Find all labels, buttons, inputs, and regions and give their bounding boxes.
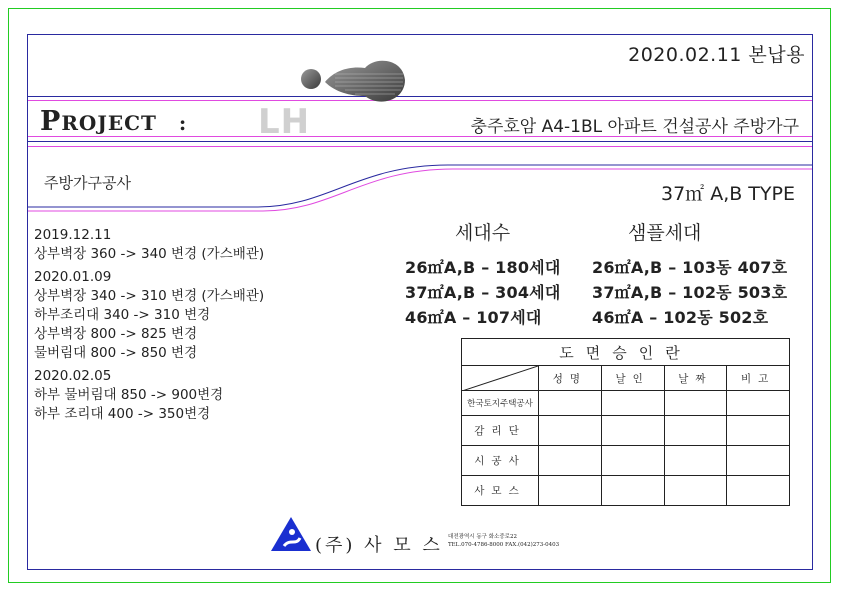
revision-line: 상부벽장 360 -> 340 변경 (가스배관) [34, 246, 265, 262]
approval-col-name: 성명 [539, 366, 602, 391]
approval-title: 도면승인란 [462, 339, 790, 366]
approval-cell[interactable] [727, 391, 790, 416]
revision-date: 2020.01.09 [34, 269, 112, 285]
revision-notes [34, 226, 264, 424]
approval-cell[interactable] [539, 445, 602, 475]
revision-line: 하부조리대 340 -> 310 변경 [34, 307, 211, 323]
approval-cell[interactable] [664, 391, 727, 416]
type-label: 37㎡ A,B TYPE [660, 183, 795, 205]
approval-col-seal: 날인 [601, 366, 664, 391]
samos-logo-icon [270, 516, 312, 552]
approval-cell[interactable] [727, 445, 790, 475]
address-line: 대전광역시 동구 화소중로22 [448, 534, 517, 540]
revision-line: 상부벽장 800 -> 825 변경 [34, 326, 198, 342]
project-label-initial: P [40, 106, 62, 137]
approval-cell[interactable] [664, 445, 727, 475]
approval-row-label: 사모스 [462, 475, 539, 505]
revision-line: 하부 물버림대 850 -> 900변경 [34, 387, 224, 403]
company-address [448, 533, 559, 549]
project-title: 충주호암 A4-1BL 아파트 건설공사 주방가구 [470, 117, 799, 137]
approval-cell[interactable] [601, 475, 664, 505]
revision-line: 물버림대 800 -> 850 변경 [34, 345, 198, 361]
approval-cell[interactable] [601, 391, 664, 416]
approval-cell[interactable] [539, 391, 602, 416]
approval-cell[interactable] [601, 415, 664, 445]
contact-line: TEL.070-4786-8000 FAX.(042)273-0403 [448, 542, 560, 548]
sample-row: 26㎡A,B – 103동 407호 [592, 258, 788, 277]
approval-row-label: 한국토지주택공사 [462, 391, 539, 416]
approval-table [461, 338, 790, 506]
approval-cell[interactable] [664, 475, 727, 505]
revision-date: 2020.02.05 [34, 368, 112, 384]
revision-line: 상부벽장 340 -> 310 변경 (가스배관) [34, 288, 265, 304]
approval-cell[interactable] [539, 475, 602, 505]
households-row: 37㎡A,B – 304세대 [405, 283, 561, 302]
project-label-rest: ROJECT [61, 111, 157, 135]
lh-logo-text: LH [258, 102, 311, 142]
sample-row: 37㎡A,B – 102동 503호 [592, 283, 788, 302]
approval-cell[interactable] [727, 475, 790, 505]
company-name: (주) 사 모 스 [315, 535, 443, 556]
approval-cell[interactable] [539, 415, 602, 445]
approval-col-remarks: 비고 [727, 366, 790, 391]
header-rule-bottom [28, 141, 812, 142]
diagonal-line [462, 366, 538, 391]
issue-date: 2020.02.11 본납용 [628, 44, 805, 66]
households-row: 26㎡A,B – 180세대 [405, 258, 561, 277]
revision-date: 2019.12.11 [34, 227, 112, 243]
sample-row: 46㎡A – 102동 502호 [592, 308, 769, 327]
revision-line: 하부 조리대 400 -> 350변경 [34, 406, 211, 422]
header-rule-pink-3 [28, 146, 812, 147]
approval-col-date: 날짜 [664, 366, 727, 391]
project-label-colon: : [178, 111, 188, 135]
lh-logo-icon [295, 52, 410, 112]
households-row: 46㎡A – 107세대 [405, 308, 542, 327]
approval-cell[interactable] [727, 415, 790, 445]
households-header: 세대수 [455, 222, 511, 244]
project-label [40, 106, 187, 137]
header-rule-top [28, 96, 812, 97]
section-title: 주방가구공사 [44, 174, 131, 192]
diagonal-cell [462, 366, 539, 391]
approval-cell[interactable] [664, 415, 727, 445]
header-rule-pink-1 [28, 100, 812, 101]
approval-row-label: 감리단 [462, 415, 539, 445]
sample-header: 샘플세대 [628, 222, 702, 244]
approval-cell[interactable] [601, 445, 664, 475]
approval-row-label: 시공사 [462, 445, 539, 475]
